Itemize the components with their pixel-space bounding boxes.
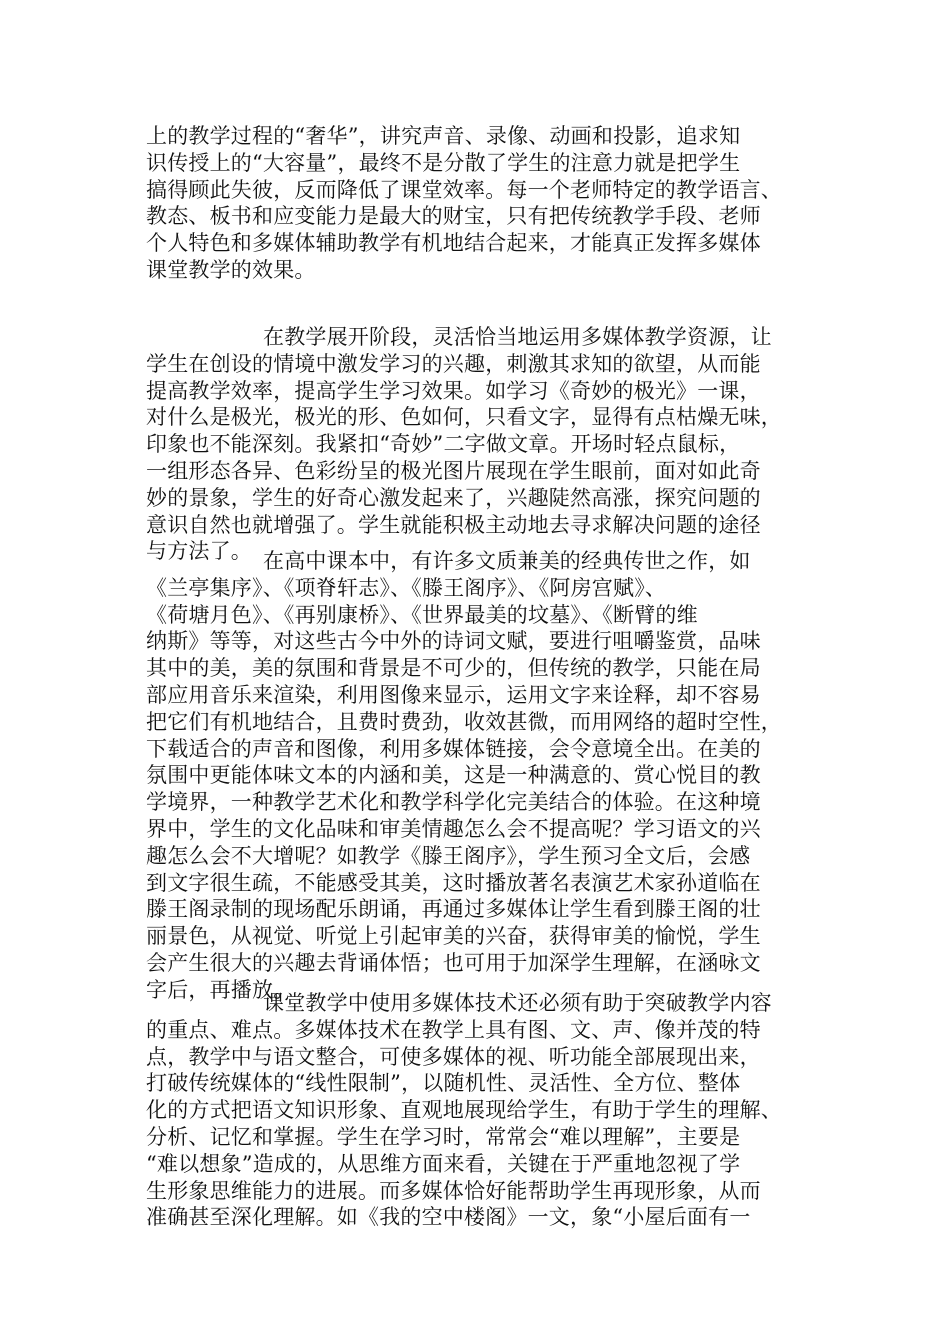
paragraph-line: 化的方式把语文知识形象、直观地展现给学生，有助于学生的理解、 [146,1098,782,1123]
paragraph-line: 上的教学过程的“奢华”，讲究声音、录像、动画和投影，追求知 [146,124,741,148]
paragraph-line: 的重点、难点。多媒体技术在教学上具有图、文、声、像并茂的特 [146,1017,761,1042]
paragraph-line: 教态、板书和应变能力是最大的财宝，只有把传统教学手段、老师 [146,204,761,229]
paragraph-line: 个人特色和多媒体辅助教学有机地结合起来，才能真正发挥多媒体 [146,231,761,256]
paragraph-line: 《荷塘月色》、《再别康桥》、《世界最美的坟墓》、《断臂的维 [146,602,698,627]
paragraph-2 [146,324,821,565]
paragraph-line: 丽景色，从视觉、听觉上引起审美的兴奋，获得审美的愉悦，学生 [146,924,761,949]
paragraph-4 [146,990,821,1231]
paragraph-line: 纳斯》等等，对这些古今中外的诗词文赋，要进行咀嚼鉴赏，品味 [146,629,761,654]
paragraph-line: “难以想象”造成的，从思维方面来看，关键在于严重地忽视了学 [146,1151,741,1176]
paragraph-line: 打破传统媒体的“线性限制”，以随机性、灵活性、全方位、整体 [146,1071,741,1096]
paragraph-line: 识传授上的“大容量”，最终不是分散了学生的注意力就是把学生 [146,150,741,175]
paragraph-line: 课堂教学中使用多媒体技术还必须有助于突破教学内容 [263,991,772,1015]
paragraph-line: 准确甚至深化理解。如《我的空中楼阁》一文，象“小屋后面有一 [146,1205,751,1230]
paragraph-line: 界中，学生的文化品味和审美情趣怎么会不提高呢？学习语文的兴 [146,816,761,841]
paragraph-line: 在教学展开阶段，灵活恰当地运用多媒体教学资源，让 [263,325,772,349]
paragraph-line: 点，教学中与语文整合，可使多媒体的视、听功能全部展现出来， [146,1044,761,1069]
paragraph-line: 趣怎么会不大增呢？如教学《滕王阁序》，学生预习全文后，会感 [146,843,751,868]
paragraph-3 [146,548,821,1004]
paragraph-line: 把它们有机地结合，且费时费劲，收效甚微，而用网络的超时空性， [146,709,782,734]
paragraph-line: 一组形态各异、色彩纷呈的极光图片展现在学生眼前，面对如此奇 [146,458,761,483]
paragraph-line: 滕王阁录制的现场配乐朗诵，再通过多媒体让学生看到滕王阁的壮 [146,897,761,922]
paragraph-line: 其中的美，美的氛围和背景是不可少的，但传统的教学，只能在局 [146,656,761,681]
paragraph-line: 到文字很生疏，不能感受其美，这时播放著名表演艺术家孙道临在 [146,870,761,895]
paragraph-line: 提高教学效率，提高学生学习效果。如学习《奇妙的极光》一课， [146,378,761,403]
paragraph-line: 生形象思维能力的进展。而多媒体恰好能帮助学生再现形象，从而 [146,1178,761,1203]
paragraph-line: 搞得顾此失彼，反而降低了课堂效率。每一个老师特定的教学语言、 [146,177,782,202]
paragraph-line: 部应用音乐来渲染，利用图像来显示，运用文字来诠释，却不容易 [146,682,761,707]
paragraph-line: 会产生很大的兴趣去背诵体悟；也可用于加深学生理解，在涵咏文 [146,950,761,975]
paragraph-line: 意识自然也就增强了。学生就能积极主动地去寻求解决问题的途径 [146,512,761,537]
paragraph-line: 在高中课本中，有许多文质兼美的经典传世之作，如 [263,549,751,573]
paragraph-line: 《兰亭集序》、《项脊轩志》、《滕王阁序》、《阿房宫赋》、 [146,575,667,600]
paragraph-line: 下载适合的声音和图像，利用多媒体链接，会令意境全出。在美的 [146,736,761,761]
paragraph-line: 与方法了。 [146,539,252,564]
paragraph-line: 课堂教学的效果。 [146,257,316,282]
paragraph-line: 对什么是极光，极光的形、色如何，只看文字，显得有点枯燥无味， [146,405,782,430]
paragraph-line: 印象也不能深刻。我紧扣“奇妙”二字做文章。开场时轻点鼠标， [146,432,741,457]
paragraph-line: 字后，再播放。 [146,977,295,1002]
paragraph-line: 学生在创设的情境中激发学习的兴趣，刺激其求知的欲望，从而能 [146,351,761,376]
paragraph-line: 氛围中更能体味文本的内涵和美，这是一种满意的、赏心悦目的教 [146,763,761,788]
paragraph-1 [146,123,821,284]
paragraph-line: 学境界，一种教学艺术化和教学科学化完美结合的体验。在这种境 [146,790,761,815]
paragraph-line: 分析、记忆和掌握。学生在学习时，常常会“难以理解”，主要是 [146,1124,741,1149]
paragraph-line: 妙的景象，学生的好奇心激发起来了，兴趣陡然高涨，探究问题的 [146,485,761,510]
